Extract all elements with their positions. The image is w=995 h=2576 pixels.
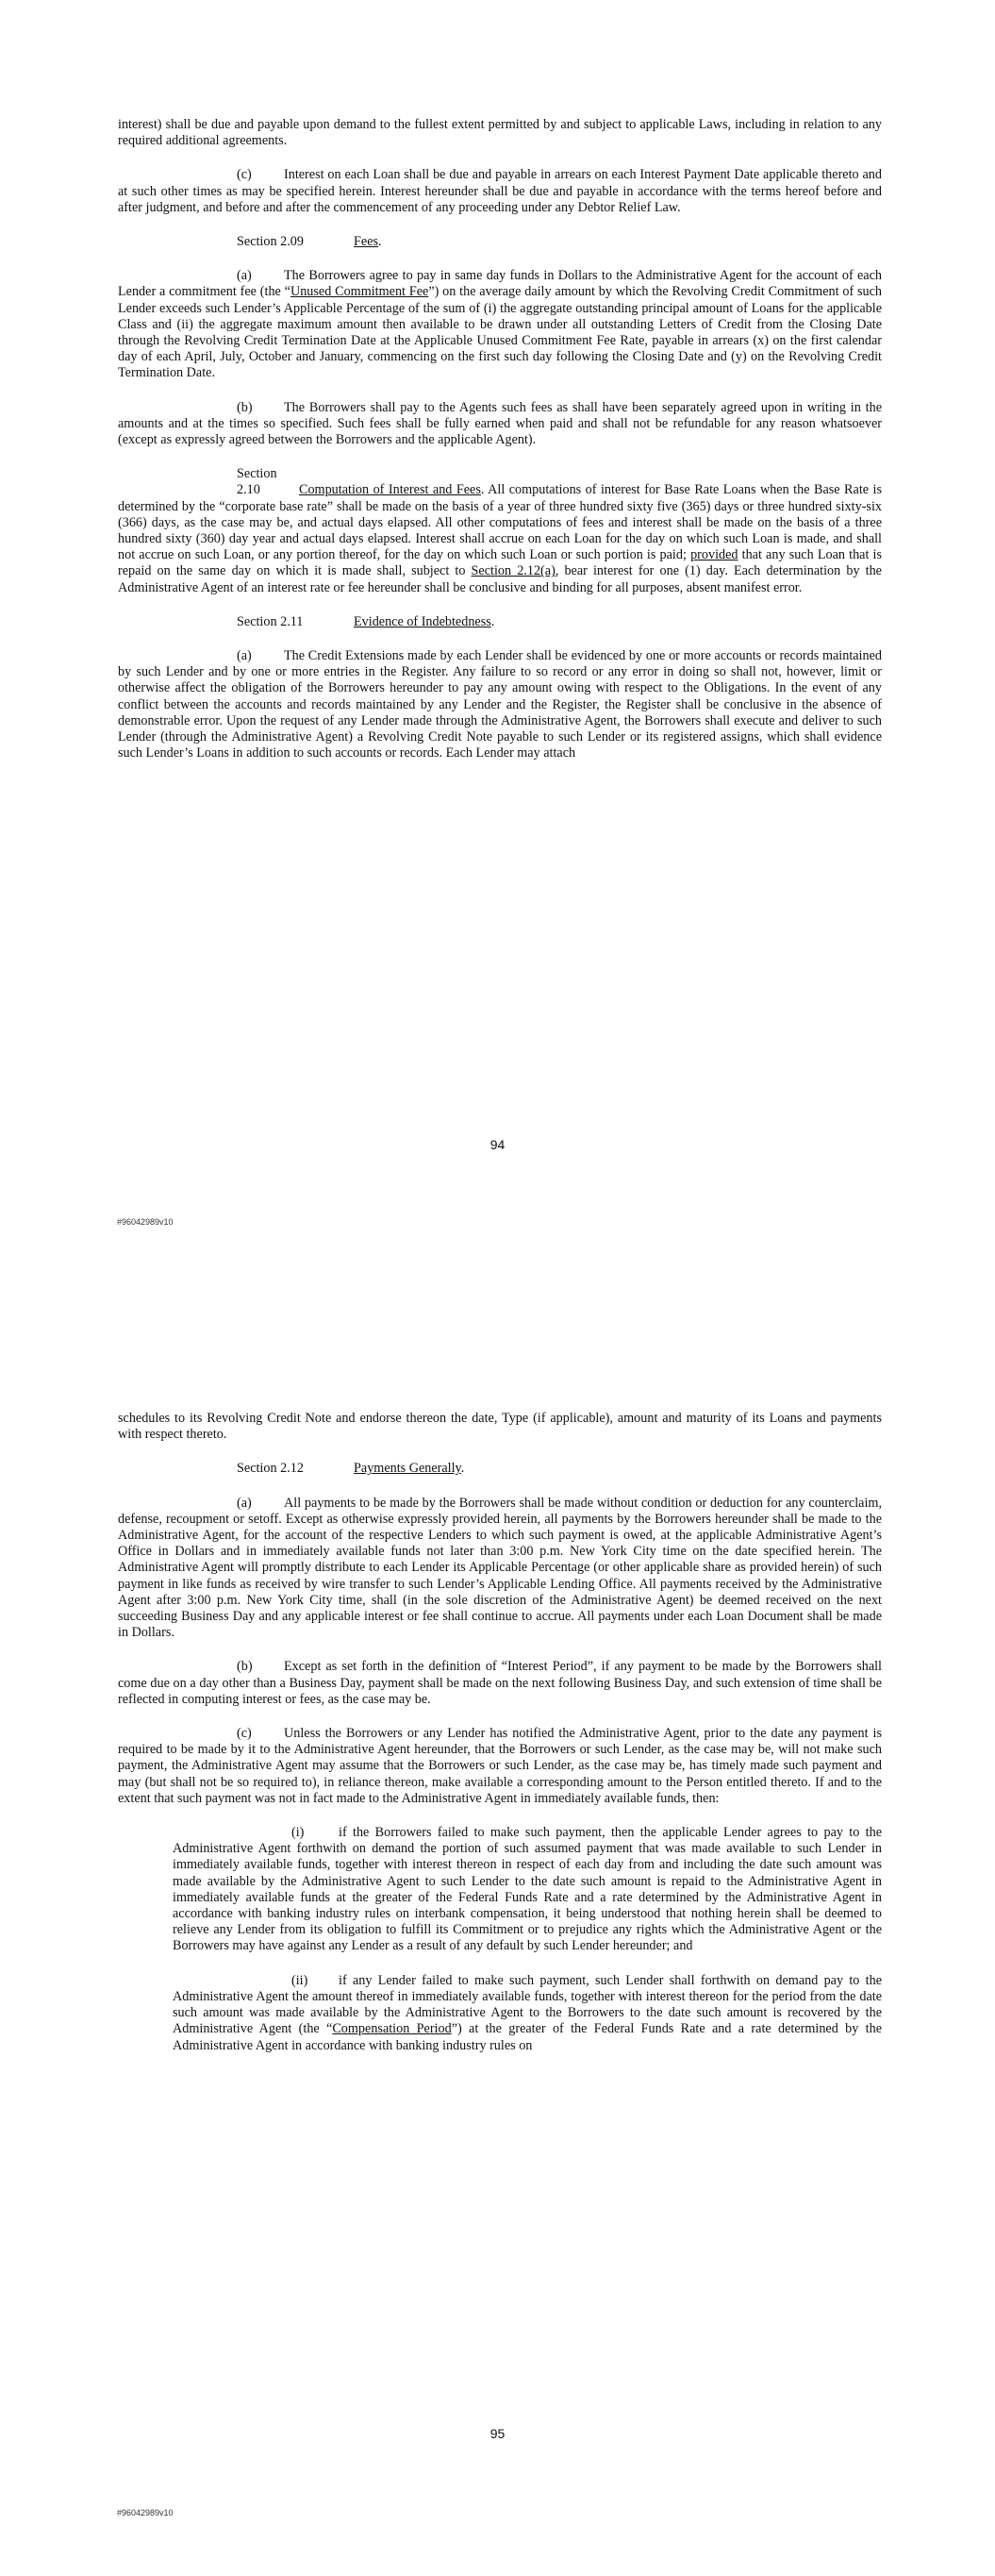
clause-text: All payments to be made by the Borrowers shall be made without condition or deduction for any counterclaim, defense, recoupment or setoff. Except as otherwise expressly provided herein, all payments by the Borrowers hereunder shall be made to the Administrative Agent, for the account of the respective Lenders to which such payment is owed, at the applicable Administrative Agent’s Office in Dollars and in immediately available funds not later than 3:00 p.m. New York City time on the date specified herein. The Administrative Agent will promptly distribute to each Lender its Applicable Percentage (or other applicable share as provided herein) of such payment in like funds as received by wire transfer to such Lender’s Applicable Lending Office. All payments received by the Administrative Agent after 3:00 p.m. New York City time, shall (in the sole discretion of the Administrative Agent) be deemed received on the next succeeding Business Day and any applicable interest or fee shall continue to accrue. All payments under each Loan Document shall be made in Dollars. [118, 1495, 882, 1641]
defined-term: Unused Commitment Fee [290, 284, 429, 300]
paragraph-fees-a [118, 268, 882, 381]
paragraph-interest-c [118, 167, 882, 216]
clause-label: (b) [237, 1659, 253, 1675]
section-heading-2-09: Section 2.09 Fees. [237, 234, 382, 250]
subparagraph-c-ii [173, 1973, 882, 2054]
clause-text: if any Lender failed to make such payment, such Lender shall forthwith on demand pay to the Administrative Agent the amount thereof in immediately available funds, together with interest thereon for the period from the date such amount was made available by the Administrative Agent to the Borrowers to the date such amount is recovered by the Administrative Agent (the “ [173, 1972, 882, 2037]
clause-text: that any such Loan that is repaid on the same day on which it is made shall, subject to [118, 547, 883, 579]
clause-label: (b) [237, 399, 253, 415]
section-number: Section 2.11 [237, 613, 304, 629]
section-title: Evidence of Indebtedness [354, 613, 491, 629]
clause-text: Interest on each Loan shall be due and payable in arrears on each Interest Payment Date applicable thereto and at such other times as may be specified herein. Interest hereunder shall be due and payable in accordance with the terms hereof before and after judgment, and before and after the commencement of any proceeding under any Debtor Relief Law. [118, 167, 882, 215]
clause-text: if the Borrowers failed to make such payment, then the applicable Lender agrees to pay to the Administrative Agent forthwith on demand the portion of such assumed payment that was made available to such Lender in immediately available funds, together with interest thereon in respect of each day from and including the date such amount was made available by the Administrative Agent to such Lender to the date such amount is repaid to the Administrative Agent in immediately available funds at the greater of the Federal Funds Rate and a rate determined by the Administrative Agent in accordance with banking industry rules on interbank compensation, it being understood that nothing herein shall be deemed to relieve any Lender from its obligation to fulfill its Commitment or to prejudice any rights which the Administrative Agent or the Borrowers may have against any Lender as a result of any default by such Lender hereunder; and [173, 1825, 882, 1954]
paragraph-payments-c [118, 1726, 882, 1807]
section-2-10-paragraph: Section 2.10 Computation of Interest and Fees. All computations of interest for Base Rate Loans when the Base Rate is determined by the “corporate base rate” shall be made on the basis of a year of three hundred sixty five (365) days or three hundred sixty-six (366) days, as the case may be, and actual days elapsed. All other computations of fees and interest shall be made on the basis of a three hundred sixty (360) day year and actual days elapsed. Interest shall accrue on each Loan for the day on which such Loan is made, and shall not accrue on such Loan, or any portion thereof, for the day on which such Loan or such portion is paid; provided that any such Loan that is repaid on the same day on which it is made shall, subject to Section 2.12(a), bear interest for one (1) day. Each determination by the Administrative Agent of an interest rate or fee hereunder shall be conclusive and binding for all purposes, absent manifest error. [118, 466, 883, 595]
clause-text: ”) on the average daily amount by which the Revolving Credit Commitment of such Lender exceeds such Lender’s Applicable Percentage of the sum of (i) the aggregate outstanding principal amount of Loans for the applicable Class and (ii) the aggregate maximum amount then available to be drawn under all outstanding Letters of Credit from the Closing Date through the Revolving Credit Termination Date at the Applicable Unused Commitment Fee Rate, payable in arrears (x) on the first calendar day of each April, July, October and January, commencing on the first such day following the Closing Date and (y) on the Revolving Credit Termination Date. [118, 284, 882, 381]
subparagraph-c-i [173, 1825, 882, 1955]
section-number: Section 2.10 [237, 466, 277, 498]
section-title: Computation of Interest and Fees [299, 482, 481, 498]
defined-term: Compensation Period [332, 2021, 452, 2037]
clause-label: (ii) [291, 1972, 308, 1988]
clause-label: (c) [237, 167, 252, 183]
paragraph-fees-b [118, 400, 882, 449]
page-body [118, 1411, 882, 2072]
clause-text: The Borrowers shall pay to the Agents such fees as shall have been separately agreed upon in writing in the amounts and at the times so specified. Such fees shall be fully earned when paid and shall not be refundable for any reason whatsoever (except as expressly agreed between the Borrowers and the applicable Agent). [118, 399, 882, 448]
section-title: Fees [354, 234, 379, 250]
clause-text: Unless the Borrowers or any Lender has notified the Administrative Agent, prior to the date any payment is required to be made by it to the Administrative Agent hereunder, that the Borrowers or such Lender, as the case may be, will not make such payment, the Administrative Agent may assume that the Borrowers or such Lender, as the case may be, has timely made such payment and may (but shall not be so required to), in reliance thereon, make available a corresponding amount to the Person entitled thereto. If and to the extent that such payment was not in fact made to the Administrative Agent in immediately available funds, then: [118, 1726, 882, 1806]
document-id-footer: #96042989v10 [117, 2508, 174, 2517]
clause-text: The Credit Extensions made by each Lender shall be evidenced by one or more accounts or records maintained by such Lender and by one or more entries in the Register. Any failure to so record or any error in doing so shall not, however, limit or otherwise affect the obligation of the Borrowers hereunder to pay any amount owing with respect to the Obligations. In the event of any conflict between the accounts and records maintained by any Lender and the Register, the Register shall be conclusive in the absence of demonstrable error. Upon the request of any Lender made through the Administrative Agent, the Borrowers shall execute and deliver to such Lender (through the Administrative Agent) a Revolving Credit Note payable to such Lender or its registered assigns, which shall evidence such Lender’s Loans in addition to such accounts or records. Each Lender may attach [118, 648, 882, 761]
clause-text: , bear interest for one (1) day. Each determination by the Administrative Agent of an interest rate or fee hereunder shall be conclusive and binding for all purposes, absent manifest error. [118, 563, 882, 595]
clause-label: (i) [291, 1825, 305, 1841]
section-number: Section 2.12 [237, 1461, 304, 1477]
paragraph-payments-a [118, 1496, 882, 1642]
page-number: 94 [489, 1137, 506, 1152]
section-heading-2-12: Section 2.12 Payments Generally. [237, 1461, 465, 1477]
section-heading-2-11: Section 2.11 Evidence of Indebtedness. [237, 613, 495, 629]
document-page-95 [0, 1288, 995, 2576]
document-id-footer: #96042989v10 [117, 1217, 174, 1227]
section-number: Section 2.09 [237, 234, 304, 250]
clause-text: All computations of interest for Base Rate Loans when the Base Rate is determined by the “corporate base rate” shall be made on the basis of a year of three hundred sixty five (365) days or three hundred sixty-six (366) days, as the case may be, and actual days elapsed. All other computations of fees and interest shall be made on the basis of a three hundred sixty (360) day year and actual days elapsed. Interest shall accrue on each Loan for the day on which such Loan is made, and shall not accrue on such Loan, or any portion thereof, for the day on which such Loan or such portion is paid; [118, 482, 882, 563]
paragraph-continuation: schedules to its Revolving Credit Note and endorse thereon the date, Type (if applicable), amount and maturity of its Loans and payments with respect thereto. [118, 1411, 882, 1443]
clause-text: The Borrowers agree to pay in same day funds in Dollars to the Administrative Agent for the account of each Lender a commitment fee (the “ [118, 268, 882, 300]
paragraph-payments-b [118, 1659, 882, 1708]
section-title: Payments Generally [354, 1461, 461, 1477]
clause-text: Except as set forth in the definition of “Interest Period”, if any payment to be made by the Borrowers shall come due on a day other than a Business Day, payment shall be made on the next following Business Day, and such extension of time shall be reflected in computing interest or fees, as the case may be. [118, 1659, 882, 1707]
clause-label: (c) [237, 1726, 252, 1742]
page-body [118, 117, 882, 780]
paragraph-evidence-a [118, 648, 882, 761]
clause-label: (a) [237, 648, 252, 664]
clause-label: (a) [237, 1495, 252, 1511]
paragraph-continuation: interest) shall be due and payable upon demand to the fullest extent permitted by and subject to applicable Laws, including in relation to any required additional agreements. [118, 117, 882, 149]
section-reference: Section 2.12(a) [471, 563, 556, 579]
clause-label: (a) [237, 268, 252, 284]
clause-text: ”) at the greater of the Federal Funds Rate and a rate determined by the Administrative Agent in accordance with banking industry rules on [173, 2021, 883, 2053]
provided-term: provided [690, 547, 738, 563]
page-number: 95 [489, 2426, 506, 2441]
